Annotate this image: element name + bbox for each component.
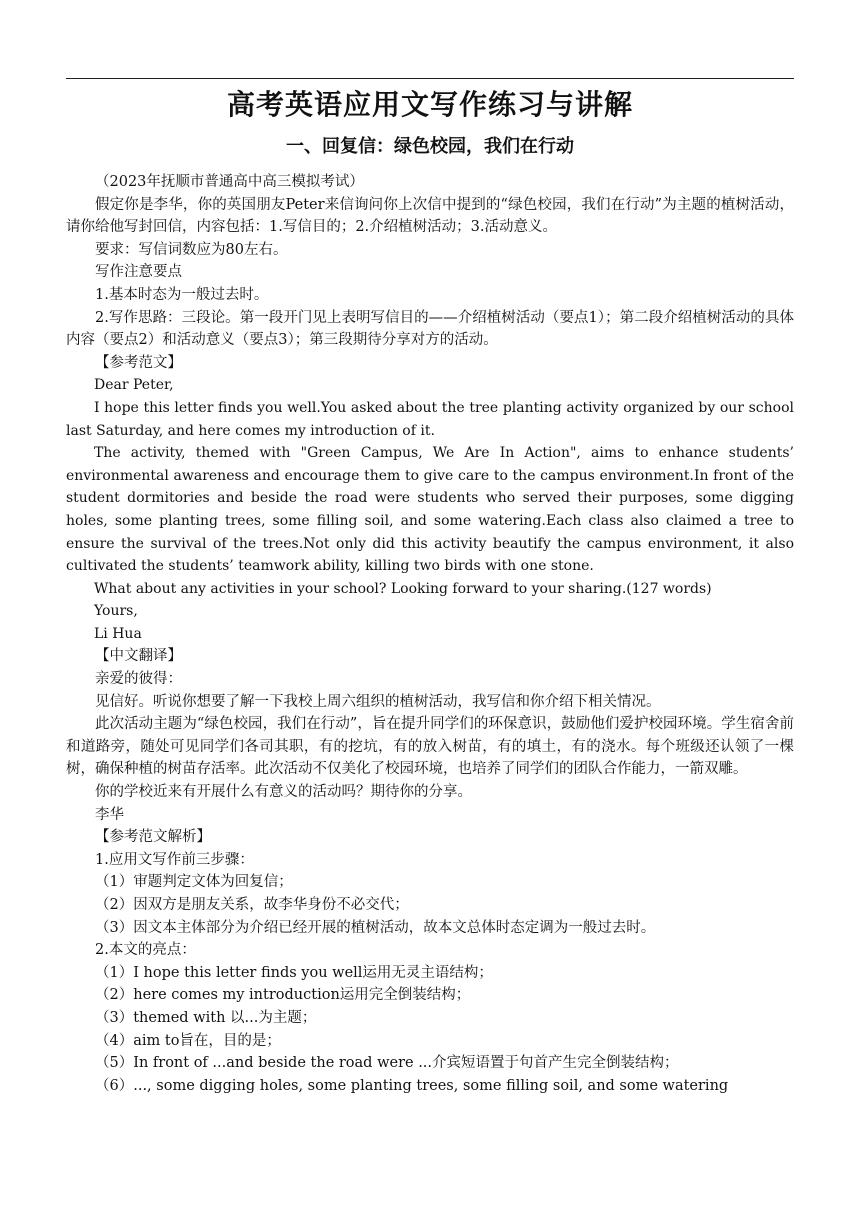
document-body	[66, 171, 794, 1097]
letter-paragraph: I hope this letter finds you well.You asked about the tree planting activity organized by our school last Saturday, and here comes my introduction of it.	[66, 399, 794, 439]
highlight-item: （6）..., some digging holes, some planting trees, some filling soil, and some watering	[95, 1077, 729, 1094]
exam-source: （2023年抚顺市普通高中高三模拟考试）	[95, 174, 364, 190]
notes-heading: 写作注意要点	[95, 264, 182, 281]
letter-signature: Li Hua	[94, 625, 142, 642]
note-item: 1.基本时态为一般过去时。	[95, 286, 269, 303]
analysis-heading: 【参考范文解析】	[95, 829, 211, 846]
translation-salutation: 亲爱的彼得：	[95, 671, 182, 688]
page-title: 高考英语应用文写作练习与讲解	[226, 88, 633, 121]
sample-heading: 【参考范文】	[95, 354, 182, 371]
task-requirement: 要求：写信词数应为80左右。	[95, 241, 288, 258]
letter-salutation: Dear Peter,	[94, 377, 174, 394]
translation-heading: 【中文翻译】	[95, 648, 182, 665]
task-prompt: 假定你是李华，你的英国朋友Peter来信询问你上次信中提到的“绿色校园，我们在行动”为主题的植树活动，请你给他写封回信，内容包括：1.写信目的；2.介绍植树活动；3.活动意义。	[66, 196, 794, 236]
highlights-heading: 2.本文的亮点：	[95, 942, 196, 959]
top-rule	[66, 78, 794, 79]
highlight-item: （4）aim to旨在，目的是；	[95, 1032, 281, 1049]
highlight-item: （3）themed with 以...为主题；	[95, 1009, 317, 1026]
letter-paragraph: The activity, themed with "Green Campus, We Are In Action", aims to enhance students’ environmental awareness and encourage them to give care to the campus environment.In front of the student dormitories and beside the road were students who served their purposes, some digging holes, some planting trees, some filling soil, and some watering.Each class also claimed a tree to ensure the survival of the trees.Not only did this activity beautify the campus environment, it also cultivated the students’ teamwork ability, killing two birds with one stone.	[66, 445, 794, 575]
analysis-steps-heading: 1.应用文写作前三步骤：	[95, 851, 254, 868]
letter-closing: Yours,	[94, 603, 138, 620]
letter-paragraph: What about any activities in your school? Looking forward to your sharing.(127 words)	[94, 580, 712, 597]
analysis-step: （2）因双方是朋友关系，故李华身份不必交代；	[95, 897, 409, 913]
translation-paragraph: 见信好。听说你想要了解一下我校上周六组织的植树活动，我写信和你介绍下相关情况。	[95, 693, 661, 710]
highlight-item: （2）here comes my introduction运用完全倒装结构；	[95, 987, 471, 1004]
highlight-item: （5）In front of ...and beside the road were ...介宾短语置于句首产生完全倒装结构；	[95, 1055, 679, 1072]
translation-paragraph: 此次活动主题为“绿色校园，我们在行动”，旨在提升同学们的环保意识，鼓励他们爱护校园环境。学生宿舍前和道路旁，随处可见同学们各司其职，有的挖坑，有的放入树苗，有的填土，有的浇水。每个班级还认领了一棵树，确保种植的树苗存活率。此次活动不仅美化了校园环境，也培养了同学们的团队合作能力，一箭双雕。	[66, 716, 794, 778]
translation-signature: 李华	[95, 806, 124, 823]
section-title: 一、回复信：绿色校园，我们在行动	[286, 136, 574, 157]
highlight-item: （1）I hope this letter finds you well运用无灵主语结构；	[95, 964, 493, 981]
analysis-step: （1）审题判定文体为回复信；	[95, 874, 293, 891]
analysis-step: （3）因文本主体部分为介绍已经开展的植树活动，故本文总体时态定调为一般过去时。	[95, 919, 656, 936]
translation-paragraph: 你的学校近来有开展什么有意义的活动吗？期待你的分享。	[95, 784, 472, 801]
note-item: 2.写作思路：三段论。第一段开门见上表明写信目的——介绍植树活动（要点1）；第二段介绍植树活动的具体内容（要点2）和活动意义（要点3）；第三段期待分享对方的活动。	[66, 309, 794, 349]
